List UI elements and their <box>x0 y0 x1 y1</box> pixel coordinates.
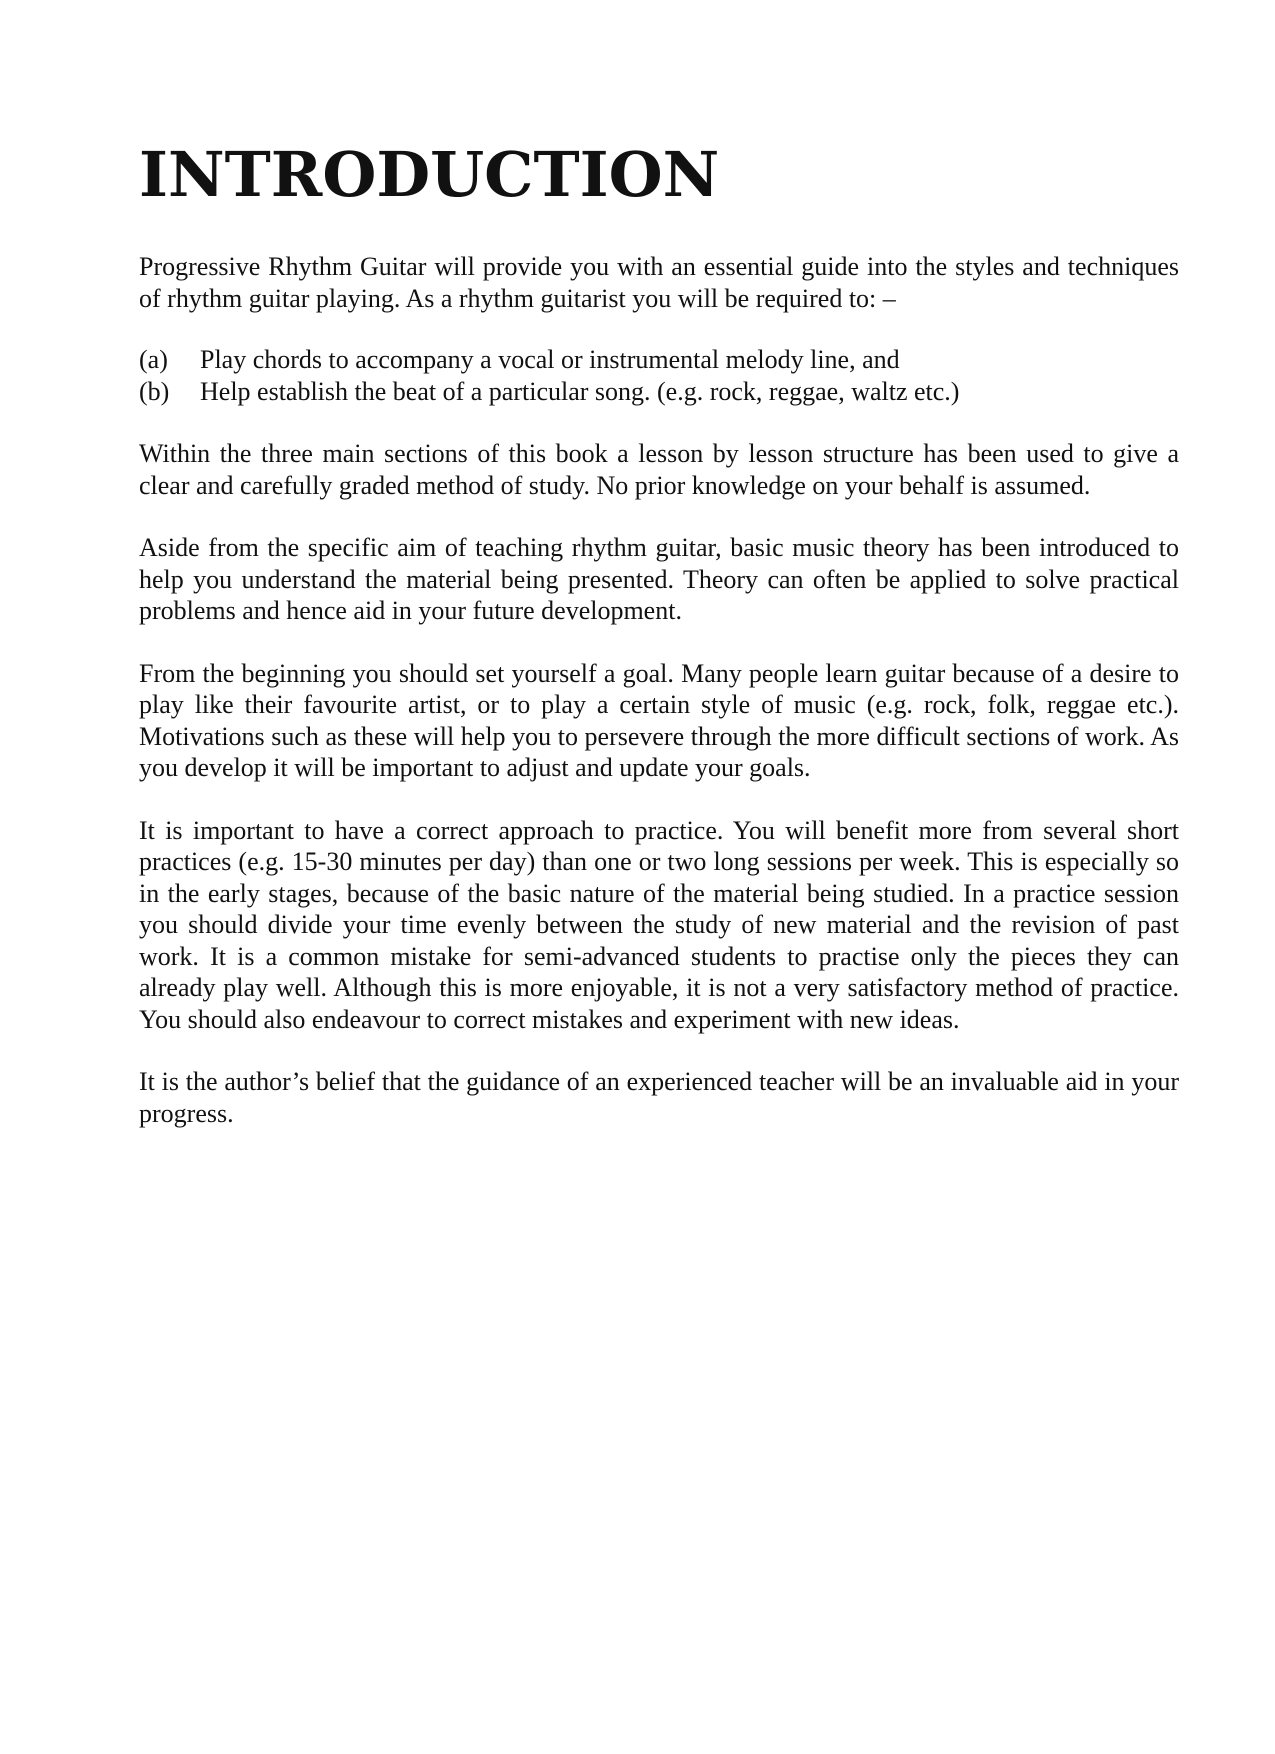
page-title: INTRODUCTION <box>139 138 720 211</box>
list-item-marker: (a) <box>139 345 168 374</box>
list-item-text: Help establish the beat of a particular song. (e.g. rock, reggae, waltz etc.) <box>200 376 960 406</box>
intro-paragraph: Progressive Rhythm Guitar will provide you with an essential guide into the styles and techniques of rhythm guitar playing. As a rhythm guitarist you will be required to: – <box>139 252 1179 313</box>
requirements-list <box>139 344 1179 407</box>
paragraph-goals: From the beginning you should set yourself a goal. Many people learn guitar because of a desire to play like their favourite artist, or to play a certain style of music (e.g. rock, folk, reggae etc.). Motivations such as these will help you to persevere through the more difficult sections of work. As you develop it will be important to adjust and update your goals. <box>139 658 1179 782</box>
page-content <box>139 140 1179 1129</box>
paragraph-teacher: It is the author’s belief that the guidance of an experienced teacher will be an invaluable aid in your progress. <box>139 1067 1179 1128</box>
list-item <box>139 344 1179 376</box>
paragraph-practice: It is important to have a correct approach to practice. You will benefit more from several short practices (e.g. 15-30 minutes per day) than one or two long sessions per week. This is especially so in the early stages, because of the basic nature of the material being studied. In a practice session you should divide your time evenly between the study of new material and the revision of past work. It is a common mistake for semi-advanced students to practise only the pieces they can already play well. Although this is more enjoyable, it is not a very satisfactory method of practice. You should also endeavour to correct mistakes and experiment with new ideas. <box>139 815 1179 1034</box>
paragraph-theory: Aside from the specific aim of teaching rhythm guitar, basic music theory has been introduced to help you understand the material being presented. Theory can often be applied to solve practical problems and hence aid in your future development. <box>139 533 1179 625</box>
list-item-marker: (b) <box>139 376 170 406</box>
list-item-text: Play chords to accompany a vocal or instrumental melody line, and <box>200 345 900 374</box>
paragraph-structure: Within the three main sections of this book a lesson by lesson structure has been used to give a clear and carefully graded method of study. No prior knowledge on your behalf is assumed. <box>139 439 1179 500</box>
list-item <box>139 376 1179 408</box>
